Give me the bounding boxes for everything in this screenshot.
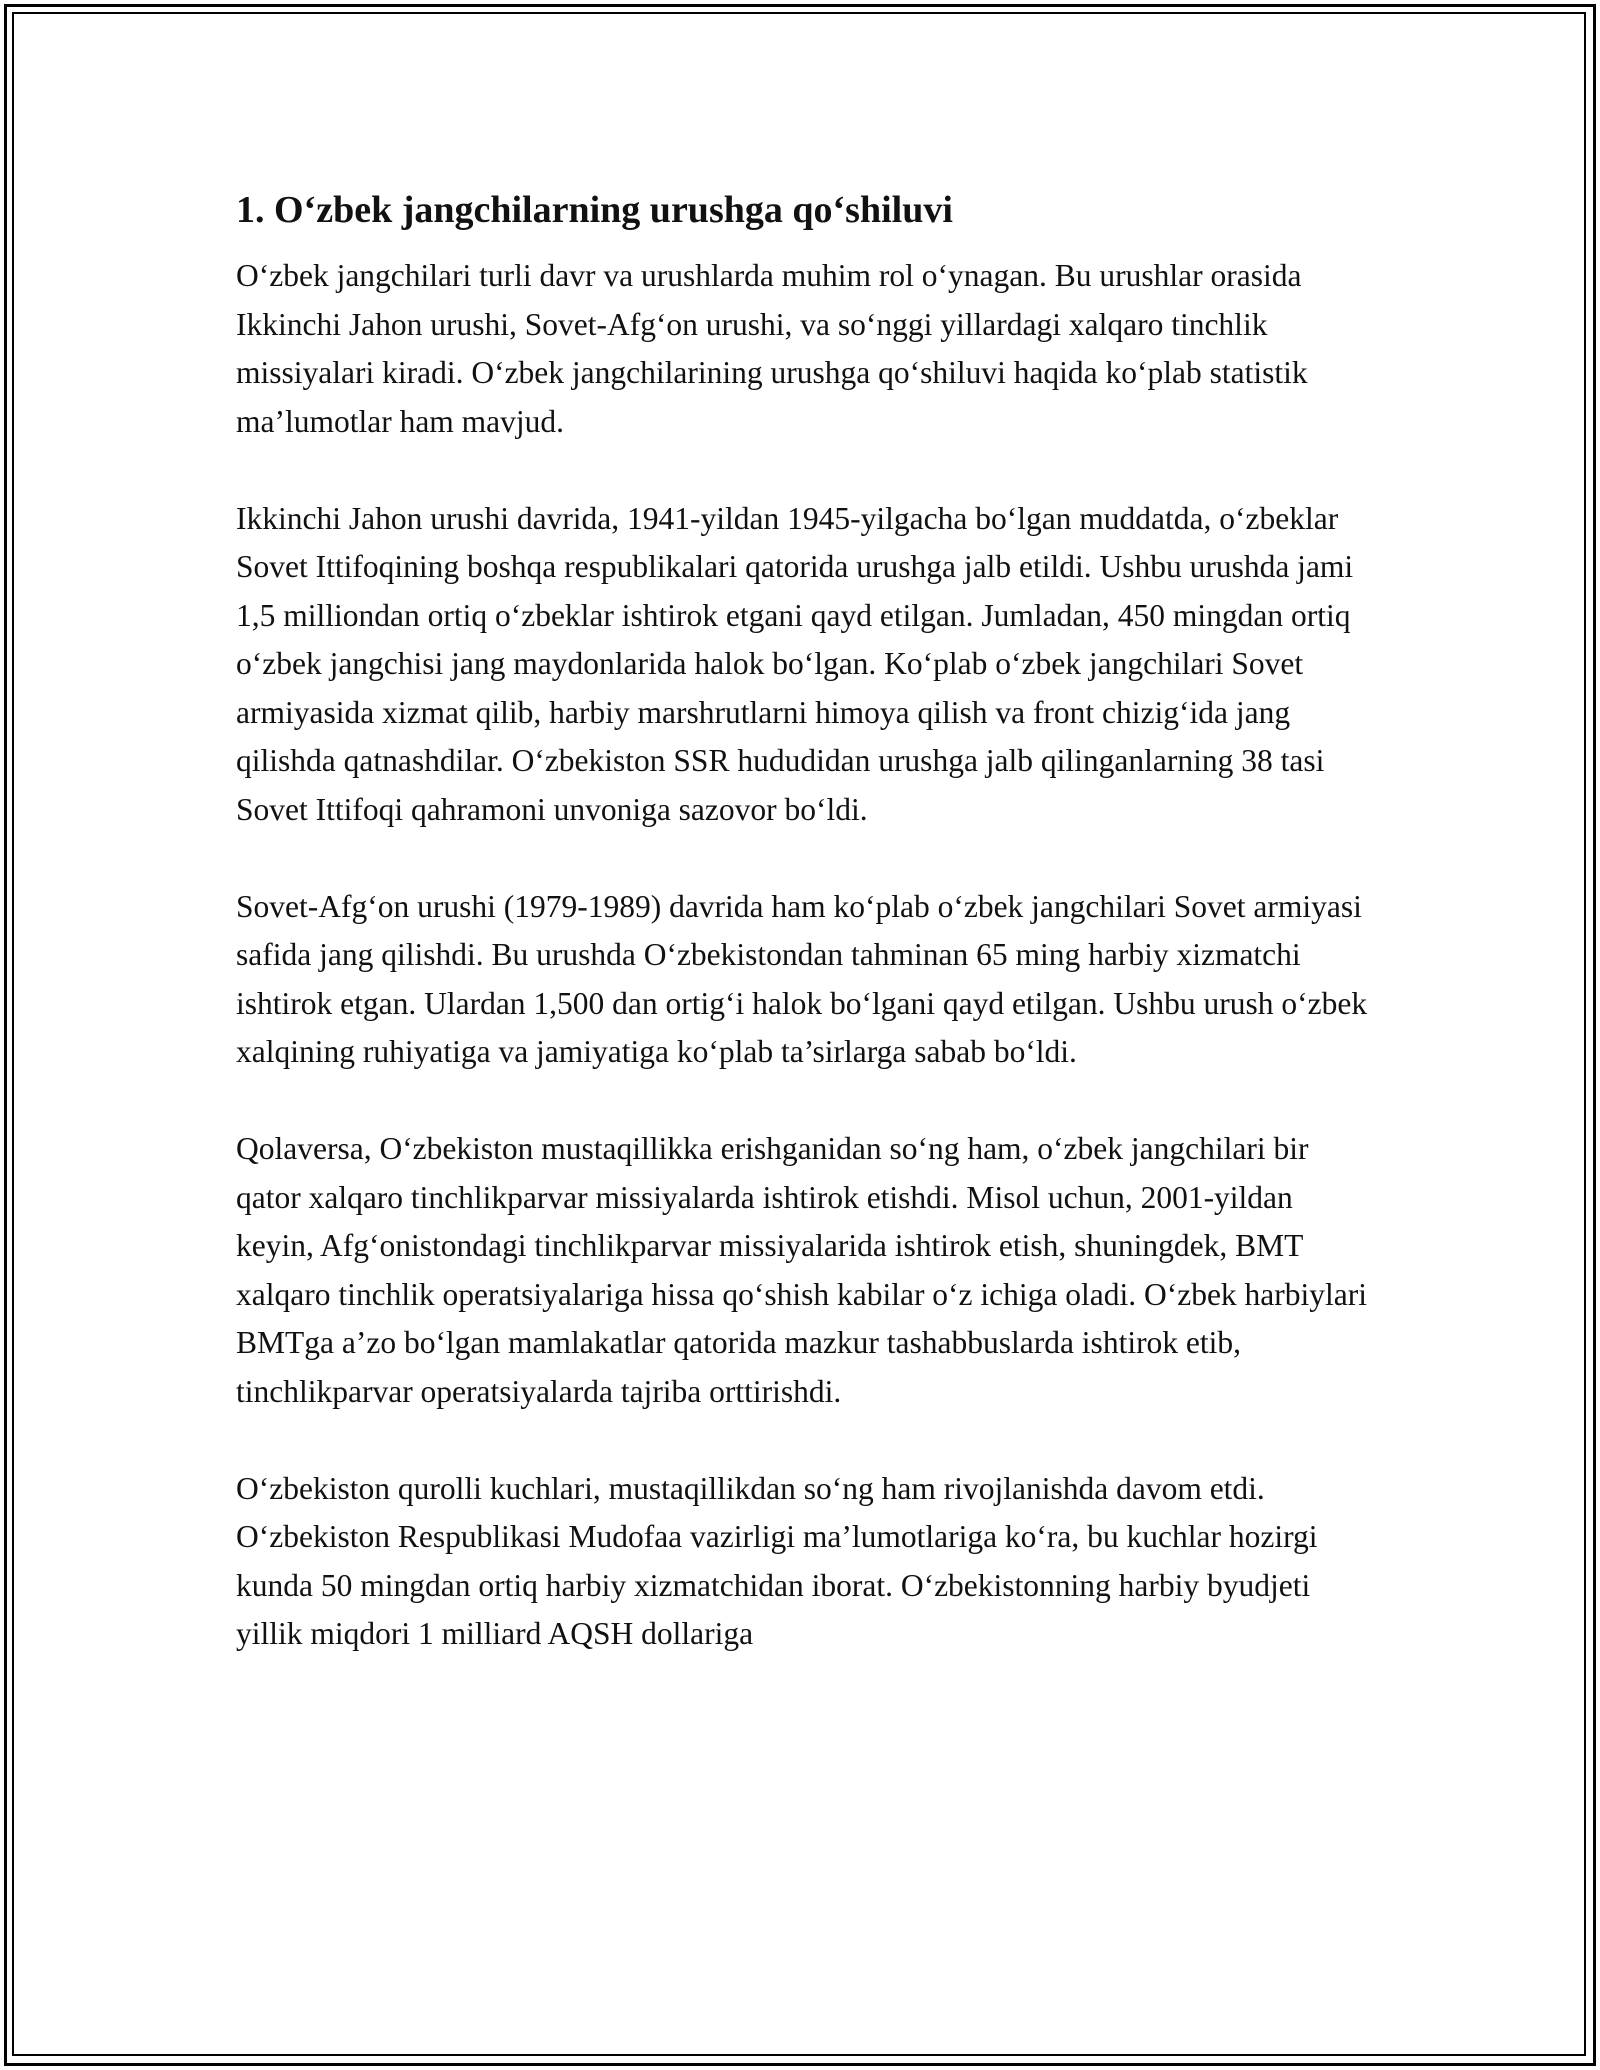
paragraph-peacekeeping: Qolaversa, O‘zbekiston mustaqillikka erishganidan so‘ng ham, o‘zbek jangchilari bir qator xalqaro tinchlikparvar missiyalarda ishtirok etishdi. Misol uchun, 2001-yildan keyin, Afg‘onistondagi tinchlikparvar missiyalarida ishtirok etish, shuningdek, BMT xalqaro tinchlik operatsiyalariga hissa qo‘shish kabilar o‘z ichiga oladi. O‘zbek harbiylari BMTga a’zo bo‘lgan mamlakatlar qatorida mazkur tashabbuslarda ishtirok etib, tinchlikparvar operatsiyalarda tajriba orttirishdi. [236, 1131, 1368, 1409]
paragraph-armed-forces: O‘zbekiston qurolli kuchlari, mustaqillikdan so‘ng ham rivojlanishda davom etdi. O‘zbekiston Respublikasi Mudofaa vazirligi ma’lumotlariga ko‘ra, bu kuchlar hozirgi kunda 50 mingdan ortiq harbiy xizmatchidan iborat. O‘zbekistonning harbiy byudjeti yillik miqdori 1 milliard AQSH dollariga [236, 1470, 1318, 1651]
paragraph-ww2: Ikkinchi Jahon urushi davrida, 1941-yildan 1945-yilgacha bo‘lgan muddatda, o‘zbeklar Sovet Ittifoqining boshqa respublikalari qatorida urushga jalb etildi. Ushbu urushda jami 1,5 milliondan ortiq o‘zbeklar ishtirok etgani qayd etilgan. Jumladan, 450 mingdan ortiq o‘zbek jangchisi jang maydonlarida halok bo‘lgan. Ko‘plab o‘zbek jangchilari Sovet armiyasida xizmat qilib, harbiy marshrutlarni himoya qilish va front chizig‘ida jang qilishda qatnashdilar. O‘zbekiston SSR hududidan urushga jalb qilinganlarning 38 tasi Sovet Ittifoqi qahramoni unvoniga sazovor bo‘ldi. [236, 500, 1354, 827]
paragraph-intro: O‘zbek jangchilari turli davr va urushlarda muhim rol o‘ynagan. Bu urushlar orasida Ikkinchi Jahon urushi, Sovet-Afg‘on urushi, va so‘nggi yillardagi xalqaro tinchlik missiyalari kiradi. O‘zbek jangchilarining urushga qo‘shiluvi haqida ko‘plab statistik ma’lumotlar ham mavjud. [236, 258, 1308, 439]
paragraph-soviet-afghan: Sovet-Afg‘on urushi (1979-1989) davrida ham ko‘plab o‘zbek jangchilari Sovet armiyasi safida jang qilishdi. Bu urushda O‘zbekistondan tahminan 65 ming harbiy xizmatchi ishtirok etgan. Ulardan 1,500 dan ortig‘i halok bo‘lgani qayd etilgan. Ushbu urush o‘zbek xalqining ruhiyatiga va jamiyatiga ko‘plab ta’sirlarga sabab bo‘ldi. [236, 888, 1368, 1069]
document-body [236, 186, 1376, 1707]
section-heading: 1. O‘zbek jangchilarning urushga qo‘shiluvi [236, 189, 953, 231]
